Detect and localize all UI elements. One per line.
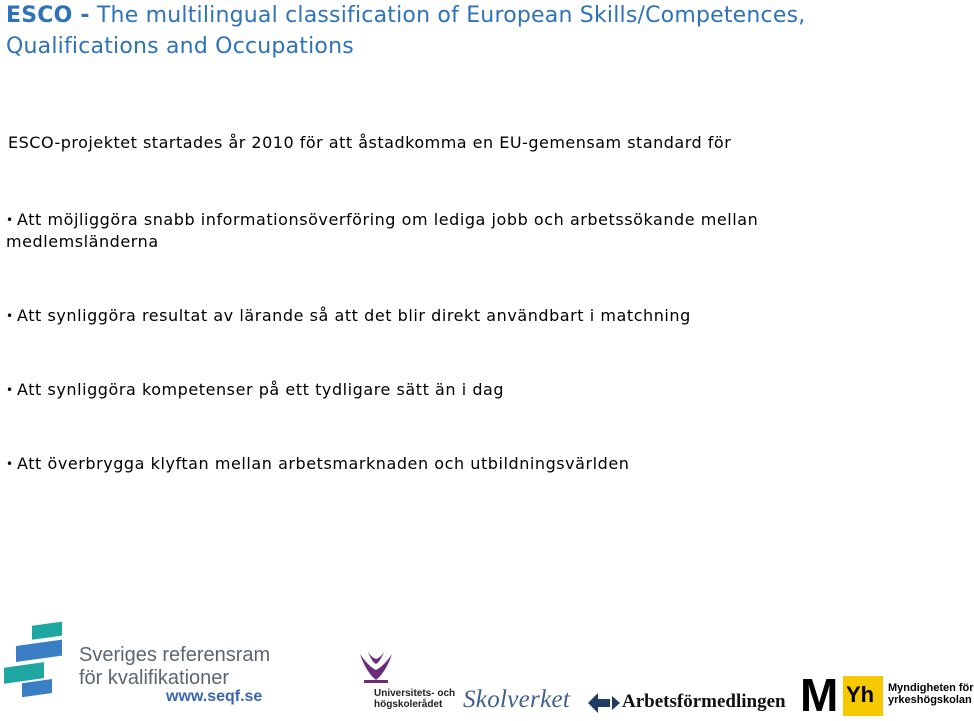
slide-title — [6, 0, 956, 62]
bullet-text-1: Att möjliggöra snabb informationsöverföring om lediga jobb och arbetssökande mellan medlemsländerna — [6, 210, 759, 251]
bullet-text-4: Att överbrygga klyftan mellan arbetsmarknaden och utbildningsvärlden — [17, 454, 630, 473]
bullet-dot: • — [6, 309, 14, 323]
uhr-emblem-icon — [356, 650, 396, 686]
yh-logo — [800, 669, 974, 721]
bullet-dot: • — [6, 383, 14, 397]
title-text: The multilingual classification of European Skills/Competences, Qualifications and Occupations — [6, 3, 806, 59]
seqf-line-1: Sveriges referensram — [79, 644, 271, 666]
seqf-line-2: för kvalifikationer — [79, 667, 230, 689]
yh-box — [843, 676, 883, 716]
seqf-url-link[interactable]: www.seqf.se — [166, 688, 263, 705]
bullet-item-3 — [6, 379, 906, 401]
seqf-emblem-icon — [2, 628, 68, 700]
uhr-name — [374, 688, 455, 710]
arbetsformedlingen-logo — [588, 691, 788, 717]
bullet-text-2: Att synliggöra resultat av lärande så att det blir direkt användbart i matchning — [17, 306, 691, 325]
seqf-logo — [2, 628, 274, 708]
uhr-line-1: Universitets- och — [374, 688, 456, 699]
bullet-text-3: Att synliggöra kompetenser på ett tydligare sätt än i dag — [17, 380, 505, 399]
uhr-logo — [356, 650, 456, 712]
bullet-item-4 — [6, 453, 906, 475]
skolverket-logo: Skolverket — [463, 686, 571, 713]
intro-text: ESCO-projektet startades år 2010 för att åstadkomma en EU-gemensam standard för — [8, 133, 732, 152]
arbetsformedlingen-emblem-icon — [588, 693, 620, 713]
arbetsformedlingen-name: Arbetsförmedlingen — [622, 691, 786, 712]
bullet-dot: • — [6, 213, 14, 227]
bullet-item-1 — [6, 209, 906, 252]
yh-m-mark: M — [800, 669, 839, 721]
yh-line-1: Myndigheten för — [888, 682, 974, 694]
yh-line-2: yrkeshögskolan — [888, 694, 972, 706]
yh-box-text: Yh — [846, 682, 875, 707]
uhr-line-2: högskolerådet — [374, 699, 443, 710]
bullet-dot: • — [6, 457, 14, 471]
yh-name — [888, 682, 974, 706]
title-acronym: ESCO - — [6, 3, 90, 28]
bullet-item-2 — [6, 305, 906, 327]
